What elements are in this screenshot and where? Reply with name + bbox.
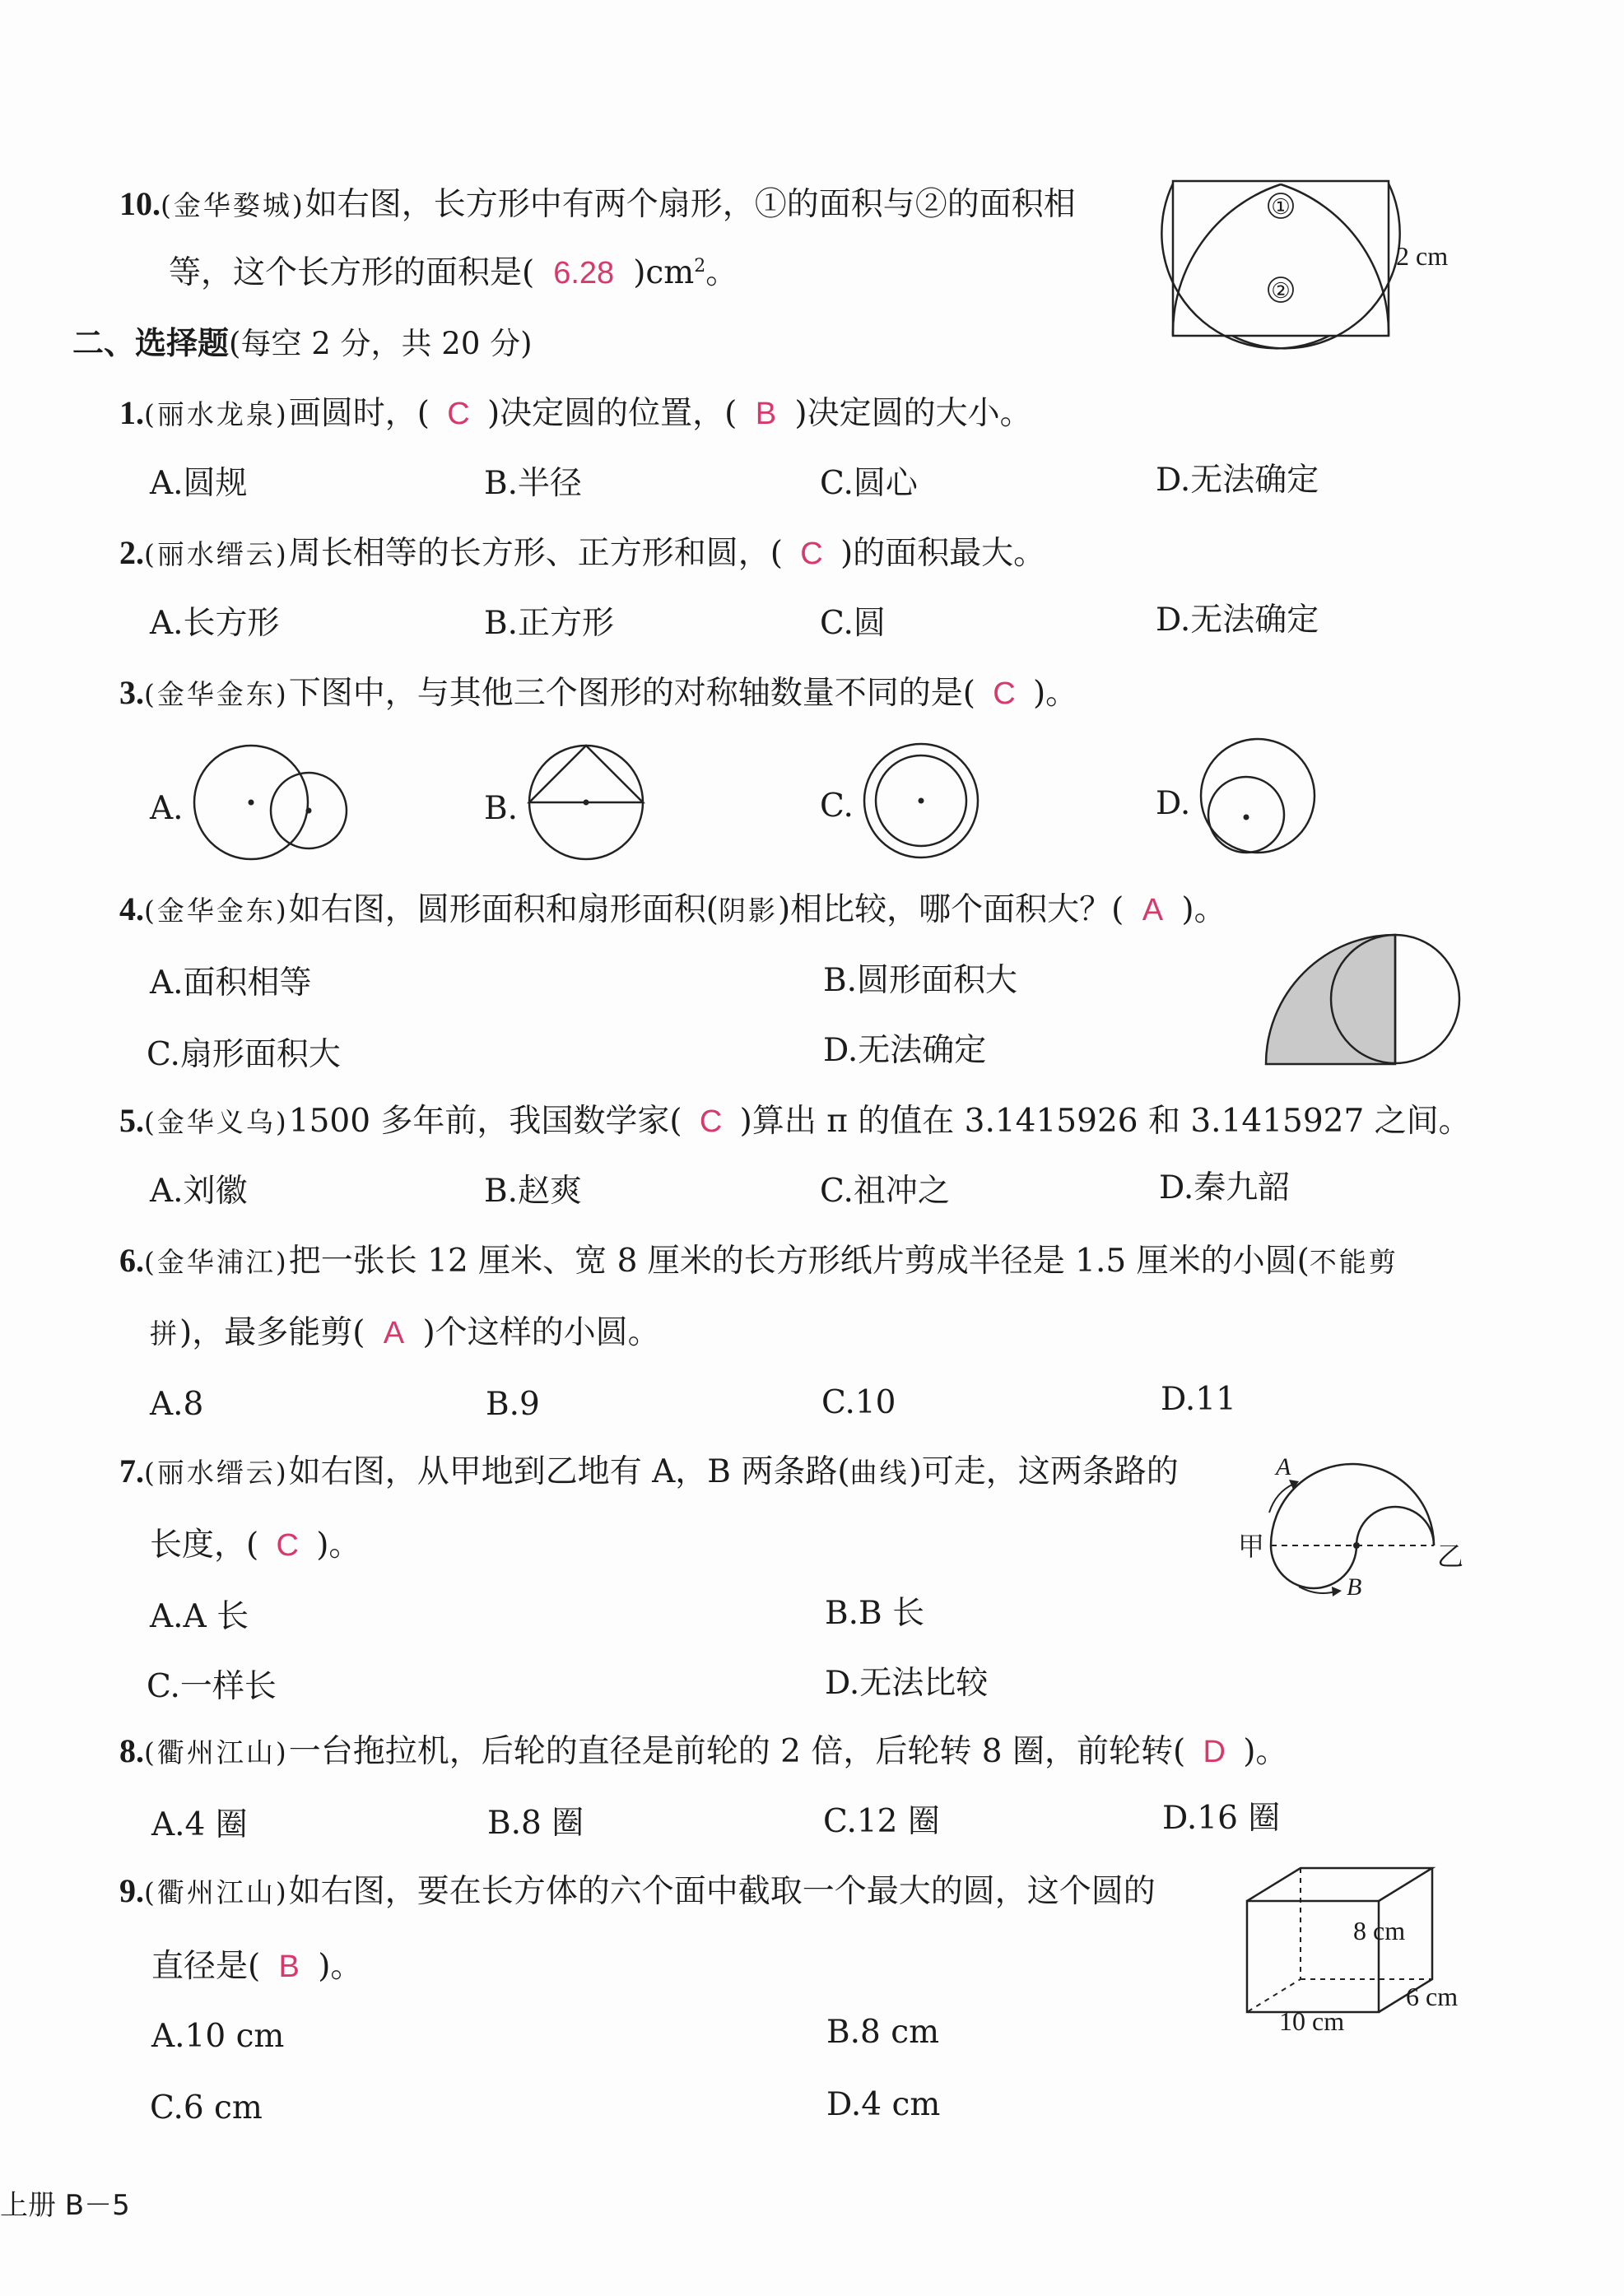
option-a: A.刘徽 bbox=[150, 1173, 248, 1210]
q7-paths-figure bbox=[1235, 1447, 1473, 1603]
option-a: A.圆规 bbox=[150, 465, 248, 502]
unit-superscript: 2 bbox=[694, 256, 706, 277]
question-source: (丽水缙云) bbox=[144, 1457, 289, 1489]
option-d: D.秦九韶 bbox=[1159, 1169, 1291, 1206]
q10-line1 bbox=[119, 185, 1076, 223]
question-number: 3. bbox=[119, 674, 144, 711]
option-b: B.半径 bbox=[484, 465, 583, 502]
question-text: )cm bbox=[633, 254, 695, 291]
question-text: )可走，这两条路的 bbox=[909, 1453, 1179, 1490]
option-c: C.圆心 bbox=[820, 465, 918, 502]
question-source: (丽水缙云) bbox=[144, 538, 289, 570]
answer-blank[interactable]: C bbox=[800, 537, 823, 571]
center-dot bbox=[919, 798, 924, 804]
question-text: )。 bbox=[1243, 1733, 1288, 1770]
question-text: 画圆时，( bbox=[288, 395, 430, 432]
question-source: (金华金东) bbox=[144, 895, 289, 927]
q10-rectangle-sectors-figure bbox=[1169, 177, 1449, 342]
path-b-lower-arc bbox=[1271, 1545, 1356, 1588]
q6-line2 bbox=[150, 1314, 660, 1351]
option-c: C.12 圈 bbox=[823, 1803, 940, 1840]
center-dot bbox=[1244, 815, 1249, 820]
option-b: B.圆形面积大 bbox=[823, 962, 1018, 999]
q6-line1 bbox=[119, 1242, 1398, 1280]
q3-figure-c-concentric-circles bbox=[862, 741, 985, 864]
side-length-label: 2 cm bbox=[1396, 241, 1449, 271]
option-a: A.A 长 bbox=[150, 1598, 249, 1635]
question-number: 2. bbox=[119, 534, 144, 571]
option-b: B.9 bbox=[486, 1386, 540, 1423]
option-b: B.正方形 bbox=[484, 605, 615, 642]
question-number: 1. bbox=[119, 394, 144, 431]
question-text: 长度，( bbox=[150, 1527, 259, 1564]
question-text: )算出 π 的值在 3.1415926 和 3.1415927 之间。 bbox=[739, 1103, 1471, 1140]
question-text: )个这样的小圆。 bbox=[422, 1314, 660, 1351]
q4-sector-circle-figure bbox=[1263, 932, 1461, 1068]
option-d: D.无法比较 bbox=[825, 1665, 989, 1702]
cuboid-hidden-edges bbox=[1247, 1868, 1301, 2012]
question-text: 周长相等的长方形、正方形和圆，( bbox=[288, 535, 783, 572]
answer-blank[interactable]: B bbox=[278, 1950, 300, 1984]
option-d: D.4 cm bbox=[826, 2086, 941, 2123]
option-a: A.面积相等 bbox=[150, 964, 312, 1002]
answer-blank[interactable]: C bbox=[993, 676, 1016, 711]
question-text: )。 bbox=[318, 1948, 363, 1985]
question-text: 一台拖拉机，后轮的直径是前轮的 2 倍，后轮转 8 圈，前轮转( bbox=[288, 1733, 1186, 1770]
question-number: 7. bbox=[119, 1452, 144, 1490]
question-text: )决定圆的大小。 bbox=[794, 395, 1032, 432]
question-text: 如右图，要在长方体的六个面中截取一个最大的圆，这个圆的 bbox=[288, 1873, 1156, 1910]
option-d: D.无法确定 bbox=[1156, 462, 1319, 499]
option-c-label: C. bbox=[820, 788, 854, 825]
question-source: (衢州江山) bbox=[144, 1876, 289, 1908]
path-b-label: B bbox=[1347, 1573, 1362, 1601]
option-c: C.6 cm bbox=[150, 2089, 263, 2126]
question-text: 。 bbox=[705, 254, 738, 291]
cuboid-top-edges bbox=[1247, 1868, 1432, 1901]
sector-arc-lower-right bbox=[1232, 184, 1400, 348]
question-number: 10. bbox=[119, 185, 161, 222]
option-a: A.10 cm bbox=[151, 2018, 285, 2055]
answer-blank[interactable]: D bbox=[1203, 1735, 1226, 1769]
option-c: C.10 bbox=[821, 1384, 896, 1421]
question-note: 曲线 bbox=[849, 1457, 910, 1489]
question-text: 1500 多年前，我国数学家( bbox=[288, 1103, 682, 1140]
question-note: 拼 bbox=[150, 1318, 179, 1350]
section-title: 二、选择题 bbox=[72, 325, 230, 361]
q2-stem bbox=[119, 534, 1046, 572]
question-text: 直径是( bbox=[151, 1948, 261, 1985]
question-number: 9. bbox=[119, 1872, 144, 1909]
question-source: (衢州江山) bbox=[144, 1736, 289, 1768]
question-source: (金华浦江) bbox=[144, 1246, 289, 1278]
question-text: )的面积最大。 bbox=[840, 535, 1046, 572]
answer-blank[interactable]: A bbox=[1142, 893, 1164, 927]
option-c: C.一样长 bbox=[147, 1668, 277, 1705]
answer-blank[interactable]: C bbox=[447, 397, 470, 431]
option-a: A.4 圈 bbox=[151, 1806, 248, 1843]
path-a-large-arc bbox=[1271, 1464, 1434, 1545]
answer-blank[interactable]: 6.28 bbox=[553, 256, 615, 290]
option-a: A.长方形 bbox=[150, 605, 280, 642]
question-text: 把一张长 12 厘米、宽 8 厘米的长方形纸片剪成半径是 1.5 厘米的小圆( bbox=[288, 1243, 1310, 1280]
arrow-a-icon bbox=[1269, 1484, 1294, 1513]
question-number: 4. bbox=[119, 890, 144, 927]
q3-stem bbox=[119, 674, 1078, 712]
path-a-b-small-arc bbox=[1356, 1507, 1434, 1545]
sector-arc-left bbox=[1173, 184, 1281, 336]
question-text: )。 bbox=[1181, 891, 1226, 928]
q9-line1 bbox=[119, 1872, 1156, 1910]
question-number: 8. bbox=[119, 1732, 144, 1769]
option-d-label: D. bbox=[1156, 785, 1191, 822]
answer-blank[interactable]: A bbox=[383, 1316, 405, 1350]
option-a: A.8 bbox=[150, 1386, 204, 1423]
question-note: 不能剪 bbox=[1309, 1246, 1398, 1278]
option-b-label: B. bbox=[484, 790, 519, 827]
outer-circle bbox=[1201, 739, 1315, 853]
answer-blank[interactable]: C bbox=[276, 1528, 299, 1563]
option-c: C.圆 bbox=[820, 605, 886, 642]
q3-figure-b-inscribed-triangle bbox=[527, 743, 650, 865]
question-text: )。 bbox=[1032, 675, 1078, 712]
q7-line1 bbox=[119, 1452, 1179, 1490]
height-label: 8 cm bbox=[1353, 1916, 1406, 1945]
option-b: B.赵爽 bbox=[484, 1173, 583, 1210]
end-label: 乙 bbox=[1437, 1541, 1464, 1571]
center-dot bbox=[306, 808, 312, 814]
section-note: (每空 2 分，共 20 分) bbox=[229, 326, 533, 361]
q4-stem bbox=[119, 890, 1226, 928]
option-d: D.无法确定 bbox=[823, 1032, 987, 1069]
sector-arc-right bbox=[1281, 184, 1389, 336]
question-text: )相比较，哪个面积大？( bbox=[777, 891, 1124, 928]
question-text: 等，这个长方形的面积是( bbox=[169, 254, 535, 291]
q5-stem bbox=[119, 1102, 1471, 1140]
q3-figure-d-tangent-circles bbox=[1198, 737, 1322, 860]
question-number: 5. bbox=[119, 1102, 144, 1139]
question-source: (丽水龙泉) bbox=[144, 398, 289, 430]
option-b: B.8 圈 bbox=[487, 1805, 584, 1842]
section-heading bbox=[72, 325, 533, 361]
option-d: D.16 圈 bbox=[1162, 1800, 1281, 1837]
q3-figure-a-two-circles bbox=[189, 741, 362, 864]
start-label: 甲 bbox=[1238, 1531, 1265, 1561]
midpoint-dot bbox=[1353, 1542, 1360, 1549]
center-dot bbox=[249, 800, 254, 806]
q7-line2 bbox=[150, 1527, 361, 1564]
option-b: B.8 cm bbox=[826, 2014, 940, 2051]
question-note: 阴影 bbox=[718, 895, 778, 927]
question-source: (金华金东) bbox=[144, 678, 289, 710]
center-dot bbox=[584, 800, 589, 806]
q10-line2 bbox=[169, 254, 738, 291]
question-text: )。 bbox=[316, 1527, 361, 1564]
option-a-label: A. bbox=[150, 790, 184, 827]
sector-arc-lower-left bbox=[1161, 184, 1329, 348]
depth-label: 6 cm bbox=[1406, 1982, 1459, 2011]
option-c: C.祖冲之 bbox=[820, 1173, 950, 1210]
question-source: (金华婺城) bbox=[161, 189, 305, 221]
page-footer: 上册 B－5 bbox=[0, 2189, 130, 2222]
q1-stem bbox=[119, 394, 1032, 432]
region-1-label: ① bbox=[1271, 195, 1291, 219]
option-d: D.无法确定 bbox=[1156, 602, 1319, 639]
question-number: 6. bbox=[119, 1242, 144, 1279]
triangle bbox=[529, 746, 643, 802]
answer-blank[interactable]: C bbox=[699, 1104, 723, 1139]
option-b: B.B 长 bbox=[825, 1595, 925, 1632]
question-text: 如右图，圆形面积和扇形面积( bbox=[288, 891, 719, 928]
question-text: )决定圆的位置，( bbox=[486, 395, 738, 432]
question-text: 如右图，长方形中有两个扇形，①的面积与②的面积相 bbox=[305, 186, 1076, 223]
width-label: 10 cm bbox=[1279, 2006, 1345, 2036]
answer-blank[interactable]: B bbox=[755, 397, 777, 431]
path-a-label: A bbox=[1276, 1453, 1291, 1480]
q9-line2 bbox=[151, 1948, 363, 1985]
q9-cuboid-figure bbox=[1243, 1864, 1482, 2036]
arrow-b-head-icon bbox=[1332, 1587, 1342, 1597]
q8-stem bbox=[119, 1732, 1288, 1770]
option-d: D.11 bbox=[1161, 1381, 1236, 1418]
question-source: (金华义乌) bbox=[144, 1106, 289, 1138]
question-text: 如右图，从甲地到乙地有 A，B 两条路( bbox=[288, 1453, 850, 1490]
question-text: )，最多能剪( bbox=[179, 1314, 365, 1351]
question-text: 下图中，与其他三个图形的对称轴数量不同的是( bbox=[288, 675, 975, 712]
region-2-label: ② bbox=[1271, 279, 1291, 303]
option-c: C.扇形面积大 bbox=[147, 1036, 341, 1073]
